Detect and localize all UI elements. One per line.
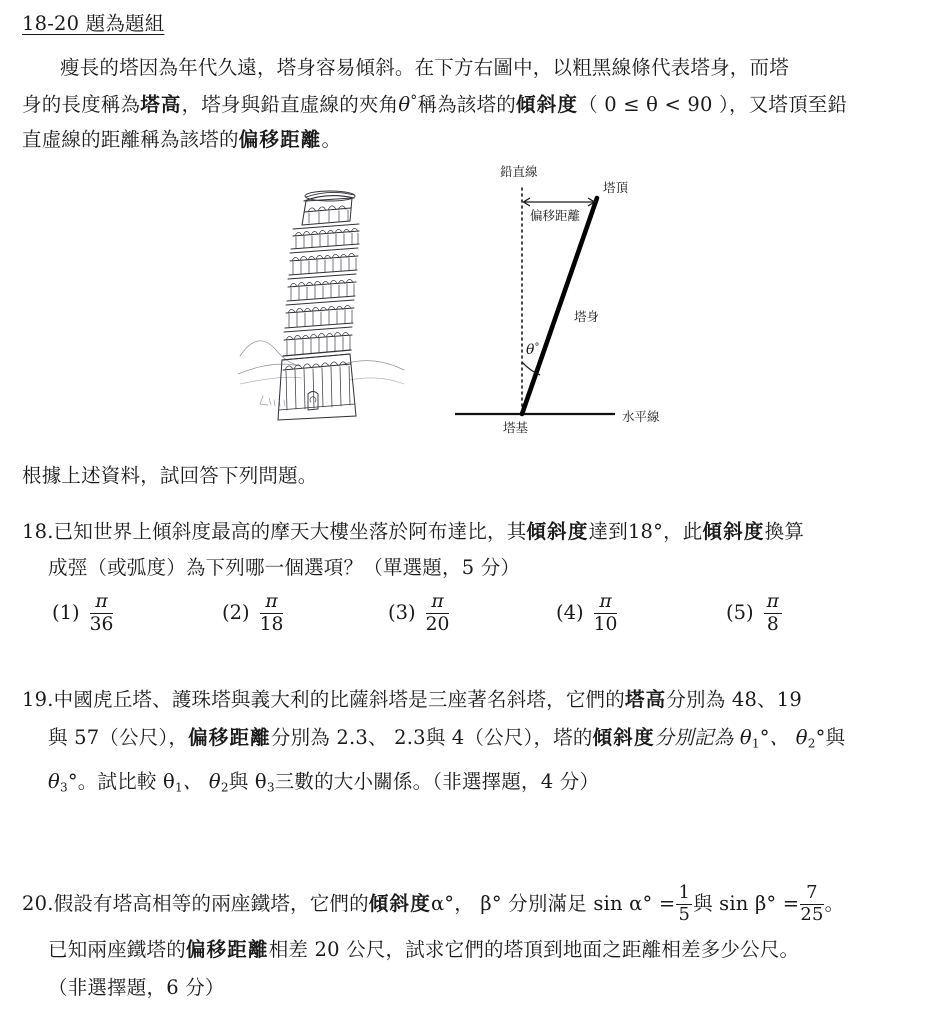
q19-l2-text-a: 與 57（公尺）， xyxy=(48,726,189,749)
q20-frac1-numerator: 1 xyxy=(678,882,691,903)
term-tilt-degree: 傾斜度 xyxy=(516,92,579,116)
q18-option-2-tag: (2) xyxy=(222,600,250,624)
question-19-line-3 xyxy=(48,772,599,793)
q19-term-tilt: 傾斜度 xyxy=(592,726,655,749)
intro-line-2-text-d: （ 0 ≤ θ < 90 ），又塔頂至鉛 xyxy=(578,92,848,116)
intro-line-3-text-b: 。 xyxy=(321,128,342,151)
q19-l3-theta2-sub: 2 xyxy=(220,780,229,795)
q19-theta2-sub: 2 xyxy=(807,736,816,751)
q18-option-1-numerator: π xyxy=(90,592,114,614)
q20-fraction-1 xyxy=(676,884,692,925)
question-18-line-1 xyxy=(22,522,804,542)
diagram-label-tower-top: 塔頂 xyxy=(603,180,629,195)
diagram-angle-theta: θ xyxy=(526,342,535,358)
q18-option-1-fraction xyxy=(90,592,114,635)
q18-option-2[interactable] xyxy=(222,592,285,635)
q19-l3-text-c: 、 θ xyxy=(182,770,221,793)
question-19-line-1 xyxy=(22,690,802,710)
q18-option-3-numerator: π xyxy=(426,592,450,614)
q20-text-c: 與 sin β° = xyxy=(693,891,800,915)
pisa-tower-illustration xyxy=(238,188,406,428)
q20-term-offset: 偏移距離 xyxy=(185,938,269,961)
q19-l2-text-b: 分別為 2.3、 2.3與 4（公尺），塔的 xyxy=(270,726,593,749)
question-20-line-2 xyxy=(48,940,799,960)
q18-option-1-tag: (1) xyxy=(52,600,80,624)
q19-l2-text-c: 分別記為 θ xyxy=(654,726,752,749)
q19-l3-theta3b-sub: 3 xyxy=(266,780,275,795)
q18-option-4-numerator: π xyxy=(594,592,618,614)
intro-line-3-text-a: 直虛線的距離稱為該塔的 xyxy=(22,128,239,151)
q20-number: 20. xyxy=(22,891,54,915)
q19-l3-theta3-sub: 3 xyxy=(59,780,68,795)
q19-theta1-sub: 1 xyxy=(751,736,760,751)
q19-text-a: 中國虎丘塔、護珠塔與義大利的比薩斜塔是三座著名斜塔，它們的 xyxy=(53,688,625,711)
intro-line-1: 瘦長的塔因為年代久遠，塔身容易傾斜。在下方右圖中，以粗黑線條代表塔身，而塔 xyxy=(60,56,789,79)
q19-term-tower-height: 塔高 xyxy=(624,688,667,711)
intro-line-2 xyxy=(22,94,847,114)
q19-l3-theta3: θ xyxy=(48,770,60,793)
q18-option-4-fraction xyxy=(594,592,618,635)
q19-number: 19. xyxy=(22,688,54,711)
question-20-line-1 xyxy=(22,884,844,925)
q18-option-3-denominator: 20 xyxy=(425,614,450,636)
q20-l2-text-b: 相差 20 公尺，試求它們的塔頂到地面之距離相差多少公尺。 xyxy=(268,938,800,961)
q20-frac2-denominator: 25 xyxy=(800,903,824,925)
question-18-line-2: 成弳（或弧度）為下列哪一個選項？（單選題，5 分） xyxy=(48,556,521,579)
q19-l2-text-d: °、 θ xyxy=(759,726,808,749)
q18-option-5-tag: (5) xyxy=(726,600,754,624)
q18-option-4-denominator: 10 xyxy=(593,614,618,636)
q18-option-5-denominator: 8 xyxy=(766,614,779,636)
intro-line-3 xyxy=(22,130,341,150)
q18-text-c: 換算 xyxy=(764,520,805,543)
q18-term-tilt-1: 傾斜度 xyxy=(526,520,589,543)
theta-symbol: θ xyxy=(398,92,411,116)
q19-l2-text-e: °與 xyxy=(815,726,846,749)
q19-l3-theta1-sub: 1 xyxy=(174,780,183,795)
q18-option-1-denominator: 36 xyxy=(89,614,114,636)
q18-option-3-fraction xyxy=(426,592,450,635)
q19-l3-text-b: °。試比較 θ xyxy=(67,770,175,793)
intro-line-2-text-c: 稱為該塔的 xyxy=(417,92,516,116)
section-heading: 18-20 題為題組 xyxy=(22,12,165,35)
diagram-label-tower-base: 塔基 xyxy=(503,420,529,435)
q20-text-a: 假設有塔高相等的兩座鐵塔，它們的 xyxy=(53,891,369,915)
diagram-label-tower-body: 塔身 xyxy=(574,309,600,324)
q20-text-b: α°， β° 分別滿足 sin α° = xyxy=(430,891,676,915)
q18-option-2-fraction xyxy=(260,592,284,635)
q18-option-4[interactable] xyxy=(556,592,619,635)
q18-option-5-fraction xyxy=(764,592,782,635)
q20-frac2-numerator: 7 xyxy=(800,884,823,905)
term-offset-distance: 偏移距離 xyxy=(238,128,322,151)
q20-term-tilt: 傾斜度 xyxy=(368,891,431,915)
q18-term-tilt-2: 傾斜度 xyxy=(702,520,765,543)
q20-text-d: 。 xyxy=(824,891,845,915)
question-19-line-2 xyxy=(48,728,845,749)
question-20-line-3: （非選擇題，6 分） xyxy=(48,976,225,999)
q18-number: 18. xyxy=(22,520,54,543)
q19-text-b: 分別為 48、19 xyxy=(666,688,802,711)
intro-line-2-text-b: ，塔身與鉛直虛線的夾角 xyxy=(181,92,399,116)
q19-l3-text-e: 三數的大小關係。（非選擇題，4 分） xyxy=(274,770,600,793)
q20-l2-text-a: 已知兩座鐵塔的 xyxy=(48,938,186,961)
q18-option-3[interactable] xyxy=(388,592,451,635)
diagram-label-offset-distance: 偏移距離 xyxy=(530,208,581,223)
diagram-label-angle xyxy=(526,342,539,358)
q18-text-a: 已知世界上傾斜度最高的摩天大樓坐落於阿布達比，其 xyxy=(53,520,527,543)
q20-frac1-denominator: 5 xyxy=(678,903,691,925)
q19-term-offset: 偏移距離 xyxy=(188,726,271,749)
tilt-schematic-diagram xyxy=(440,162,690,442)
q19-l3-text-d: 與 θ xyxy=(228,770,267,793)
q18-option-4-tag: (4) xyxy=(556,600,584,624)
q18-option-3-tag: (3) xyxy=(388,600,416,624)
intro-line-2-text-a: 身的長度稱為 xyxy=(22,92,141,116)
diagram-label-vertical-line: 鉛直線 xyxy=(500,164,538,179)
answer-instruction: 根據上述資料，試回答下列問題。 xyxy=(22,464,318,487)
q18-text-b: 達到18°，此 xyxy=(588,520,703,543)
degree-symbol: ° xyxy=(410,93,418,109)
term-tower-height: 塔高 xyxy=(140,92,182,116)
q18-option-2-denominator: 18 xyxy=(259,614,284,636)
q18-option-5-numerator: π xyxy=(764,592,782,614)
q18-option-1[interactable] xyxy=(52,592,115,635)
q20-fraction-2 xyxy=(800,884,823,925)
diagram-angle-degree: ° xyxy=(534,342,540,353)
q18-option-5[interactable] xyxy=(726,592,784,635)
diagram-label-horizon: 水平線 xyxy=(622,409,660,424)
q18-option-2-numerator: π xyxy=(260,592,284,614)
